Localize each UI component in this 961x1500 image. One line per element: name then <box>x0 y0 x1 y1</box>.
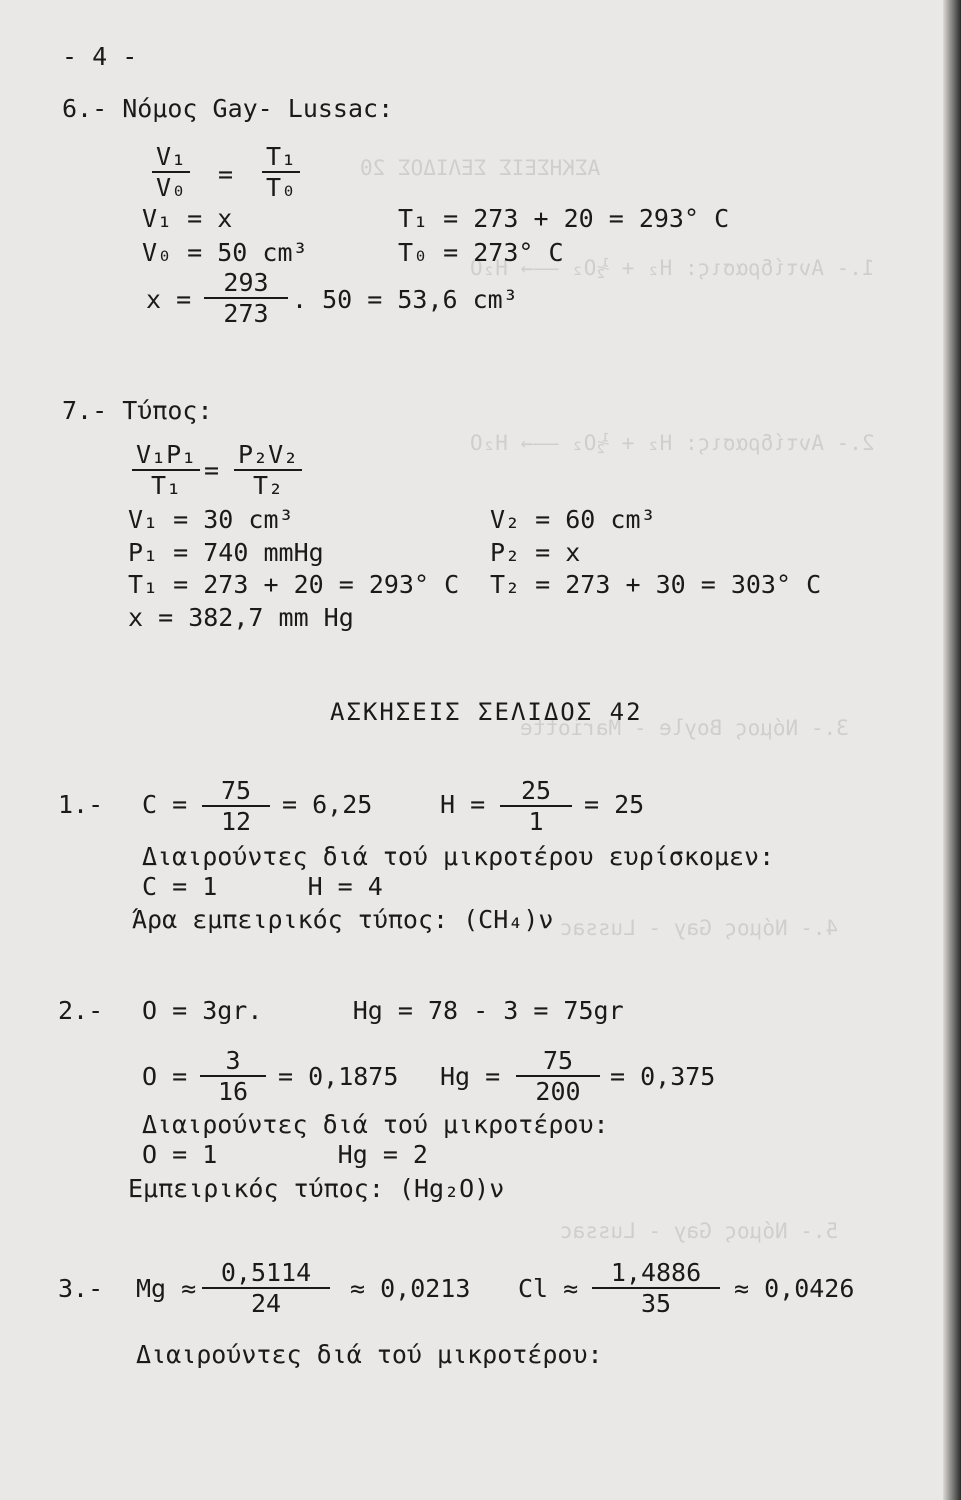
equation-result: = 25 <box>584 790 645 819</box>
equation-line: O = 3gr. Hg = 78 - 3 = 75gr <box>142 996 624 1025</box>
equation-result: . 50 = 53,6 cm³ <box>292 285 518 314</box>
denominator: 16 <box>217 1077 249 1106</box>
bleed-through-line: 1.- Αντίδρασις: H₂ + ½O₂ ——→ H₂O <box>470 256 875 280</box>
page-edge-shadow <box>943 0 961 1500</box>
numerator: 25 <box>520 776 552 805</box>
equation-line: O = 1 Hg = 2 <box>142 1140 428 1169</box>
denominator: 200 <box>535 1077 581 1106</box>
fraction-25-1 <box>500 776 572 836</box>
denominator: 273 <box>223 299 269 328</box>
numerator: 1,4886 <box>610 1258 702 1287</box>
equation-prefix: C = <box>142 790 188 819</box>
item-number: 1.- <box>58 790 104 819</box>
numerator: P₂V₂ <box>238 440 299 469</box>
equation-prefix: Cl ≈ <box>518 1274 579 1303</box>
equation-prefix: H = <box>440 790 486 819</box>
fraction-75-12 <box>202 776 270 836</box>
equation-result: = 0,1875 <box>278 1062 399 1091</box>
equation-prefix: O = <box>142 1062 188 1091</box>
equation-line: T₁ = 273 + 20 = 293° C <box>398 204 730 233</box>
exercise-7-title: 7.- Τύπος: <box>62 396 213 425</box>
bleed-through-line: 3.- Νόμος Boyle - Mariotte <box>520 716 849 740</box>
bleed-through-line: ΑΣΚΗΣΕΙΣ ΣΕΛΙΔΟΣ 20 <box>360 156 601 180</box>
equation-line: V₁ = 30 cm³ <box>128 505 294 534</box>
text-line: Διαιρούντες διά τού μικροτέρου: <box>142 1110 609 1139</box>
equation-result: ≈ 0,0213 <box>350 1274 471 1303</box>
equation-result: = 6,25 <box>282 790 373 819</box>
fraction-p2v2-t2 <box>234 440 302 500</box>
fraction-t1-t0 <box>262 142 300 202</box>
exercise-6-title: 6.- Νόμος Gay- Lussac: <box>62 94 394 123</box>
numerator: V₁P₁ <box>136 440 197 469</box>
fraction-v1-v0 <box>152 142 190 202</box>
bleed-through-line: 5.- Νόμος Gay - Lussac <box>560 1219 839 1243</box>
equation-line: T₁ = 273 + 20 = 293° C <box>128 570 460 599</box>
denominator: 24 <box>250 1289 282 1318</box>
section-heading: ΑΣΚΗΣΕΙΣ ΣΕΛΙΔΟΣ 42 <box>330 698 643 726</box>
numerator: 75 <box>220 776 252 805</box>
equation-line: T₀ = 273° C <box>398 238 564 267</box>
equation-result: ≈ 0,0426 <box>734 1274 855 1303</box>
equation-line: x = 382,7 mm Hg <box>128 603 354 632</box>
text-line: Διαιρούντες διά τού μικροτέρου: <box>136 1340 603 1369</box>
text-line: Εμπειρικός τύπος: (Hg₂O)ν <box>128 1174 505 1203</box>
equation-line: P₁ = 740 mmHg <box>128 538 324 567</box>
denominator: 1 <box>528 807 544 836</box>
fraction-1-4886-35 <box>592 1258 720 1318</box>
equation-line: P₂ = x <box>490 538 581 567</box>
equals-sign: = <box>204 456 220 485</box>
numerator: T₁ <box>266 142 297 171</box>
fraction-v1p1-t1 <box>132 440 200 500</box>
equation-line: V₁ = x <box>142 204 233 233</box>
fraction-293-273 <box>204 268 288 328</box>
numerator: 3 <box>225 1046 241 1075</box>
fraction-75-200 <box>516 1046 600 1106</box>
bleed-through-line: 2.- Αντίδρασις: H₂ + ½O₂ ——→ H₂O <box>470 431 875 455</box>
denominator: V₀ <box>156 173 187 202</box>
numerator: 0,5114 <box>220 1258 312 1287</box>
equation-prefix: x = <box>146 285 192 314</box>
denominator: T₀ <box>266 173 297 202</box>
equals-sign: = <box>218 160 234 189</box>
equation-line: V₀ = 50 cm³ <box>142 238 308 267</box>
equation-result: = 0,375 <box>610 1062 716 1091</box>
fraction-0-5114-24 <box>202 1258 330 1318</box>
item-number: 3.- <box>58 1274 104 1303</box>
equation-line: T₂ = 273 + 30 = 303° C <box>490 570 822 599</box>
text-line: Άρα εμπειρικός τύπος: (CH₄)ν <box>132 905 554 934</box>
page-number: - 4 - <box>62 42 138 71</box>
item-number: 2.- <box>58 996 104 1025</box>
fraction-3-16 <box>200 1046 266 1106</box>
equation-prefix: Mg ≈ <box>136 1274 197 1303</box>
text-line: Διαιρούντες διά τού μικροτέρου ευρίσκομεν: <box>142 842 775 871</box>
denominator: 35 <box>640 1289 672 1318</box>
denominator: T₂ <box>253 471 284 500</box>
equation-prefix: Hg = <box>440 1062 501 1091</box>
bleed-through-line: 4.- Νόμος Gay - Lussac <box>560 916 839 940</box>
denominator: 12 <box>220 807 252 836</box>
numerator: 75 <box>542 1046 574 1075</box>
equation-line: C = 1 H = 4 <box>142 872 383 901</box>
denominator: T₁ <box>151 471 182 500</box>
numerator: 293 <box>223 268 269 297</box>
equation-line: V₂ = 60 cm³ <box>490 505 656 534</box>
numerator: V₁ <box>156 142 187 171</box>
